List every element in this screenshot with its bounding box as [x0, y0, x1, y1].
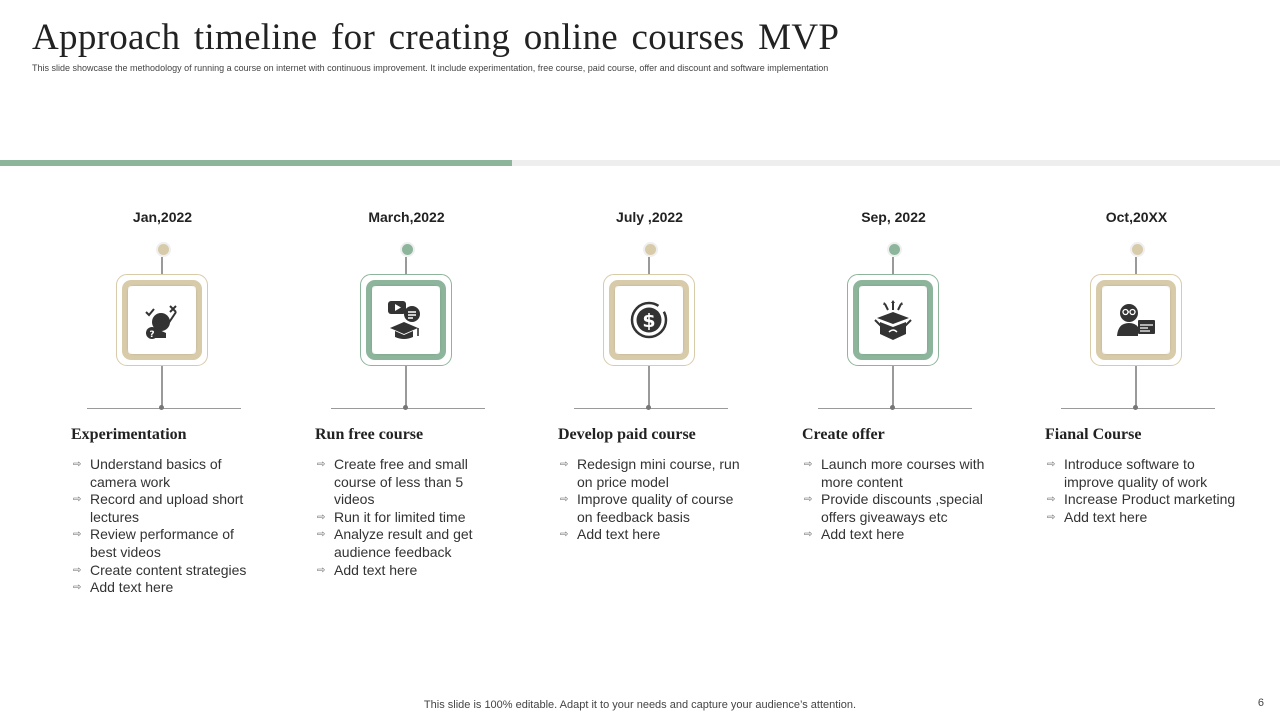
milestone-title: Develop paid course: [558, 426, 696, 443]
milestone-column: [285, 0, 528, 720]
milestone-icon-box: [603, 274, 695, 366]
divider-dot: [403, 405, 408, 410]
connector-line: [1135, 366, 1137, 408]
milestone-dot: [400, 242, 415, 257]
list-item: [804, 526, 994, 544]
list-item: [560, 456, 750, 491]
milestone-column: [528, 0, 771, 720]
milestone-column: [1015, 0, 1258, 720]
experimentation-icon: [128, 286, 196, 354]
list-item-text: Add text here: [821, 526, 905, 543]
online-education-icon: [372, 286, 440, 354]
arrow-right-icon: ⇨: [560, 529, 569, 541]
arrow-right-icon: ⇨: [73, 494, 82, 506]
divider-dot: [159, 405, 164, 410]
list-item: [317, 526, 507, 561]
milestone-title: Create offer: [802, 426, 885, 443]
arrow-right-icon: ⇨: [560, 459, 569, 470]
milestone-list: [73, 456, 263, 597]
milestone-title: Run free course: [315, 426, 424, 443]
list-item-text: Launch more courses with more content: [821, 456, 985, 490]
milestone-icon-box: [360, 274, 452, 366]
arrow-right-icon: ⇨: [73, 459, 82, 470]
list-item: [73, 491, 263, 526]
arrow-right-icon: ⇨: [73, 529, 82, 541]
connector-line: [1135, 257, 1137, 275]
milestone-title: Fianal Course: [1045, 426, 1142, 443]
connector-line: [161, 366, 163, 408]
list-item-text: Understand basics of camera work: [90, 456, 222, 490]
connector-line: [648, 366, 650, 408]
milestone-column: [772, 0, 1015, 720]
arrow-right-icon: ⇨: [560, 494, 569, 506]
list-item: [560, 526, 750, 544]
list-item-text: Add text here: [577, 526, 661, 543]
divider-line: [87, 408, 241, 409]
arrow-right-icon: ⇨: [1047, 459, 1056, 470]
list-item: [1047, 509, 1237, 527]
milestone-list: [317, 456, 507, 579]
milestone-column: [41, 0, 284, 720]
arrow-right-icon: ⇨: [804, 459, 813, 470]
list-item-text: Add text here: [1064, 508, 1148, 525]
slide-title: Approach timeline for creating online courses MVP: [32, 17, 840, 58]
milestone-list: [1047, 456, 1237, 526]
list-item-text: Create free and small course of less than 5 videos: [334, 456, 468, 508]
arrow-right-icon: ⇨: [317, 511, 326, 523]
milestone-icon-box: [1090, 274, 1182, 366]
arrow-right-icon: ⇨: [317, 529, 326, 541]
dollar-icon: [615, 286, 683, 354]
connector-line: [648, 257, 650, 275]
product-box-icon: [859, 286, 927, 354]
list-item-text: Create content strategies: [90, 561, 247, 578]
divider-dot: [646, 405, 651, 410]
list-item-text: Introduce software to improve quality of work: [1064, 456, 1208, 490]
list-item: [317, 562, 507, 580]
arrow-right-icon: ⇨: [804, 494, 813, 506]
milestone-dot: [887, 242, 902, 257]
divider-line: [1061, 408, 1215, 409]
milestone-icon-box: [116, 274, 208, 366]
list-item: [73, 526, 263, 561]
milestone-date: March,2022: [368, 209, 445, 225]
list-item-text: Improve quality of course on feedback basis: [577, 491, 734, 525]
software-user-icon: [1102, 286, 1170, 354]
arrow-right-icon: ⇨: [73, 564, 82, 576]
svg-text:$: $: [642, 310, 656, 332]
list-item-text: Record and upload short lectures: [90, 491, 244, 525]
list-item-text: Provide discounts ,special offers giveaways etc: [821, 491, 983, 525]
arrow-right-icon: ⇨: [804, 529, 813, 541]
divider-dot: [1133, 405, 1138, 410]
milestone-date: Oct,20XX: [1105, 209, 1168, 225]
list-item: [1047, 456, 1237, 491]
divider-dot: [890, 405, 895, 410]
arrow-right-icon: ⇨: [1047, 511, 1056, 523]
list-item: [560, 491, 750, 526]
footer-note: This slide is 100% editable. Adapt it to your needs and capture your audience’s attention.: [423, 699, 857, 711]
connector-line: [892, 257, 894, 275]
list-item-text: Redesign mini course, run on price model: [577, 456, 740, 490]
list-item-text: Analyze result and get audience feedback: [334, 526, 473, 560]
list-item: [1047, 491, 1237, 509]
connector-line: [405, 366, 407, 408]
svg-text:?: ?: [149, 330, 155, 340]
milestone-date: July ,2022: [616, 209, 683, 225]
milestone-dot: [643, 242, 658, 257]
list-item: [73, 562, 263, 580]
list-item: [317, 509, 507, 527]
milestone-title: Experimentation: [71, 426, 187, 443]
arrow-right-icon: ⇨: [1047, 494, 1056, 506]
milestone-date: Jan,2022: [132, 209, 193, 225]
milestone-dot: [1130, 242, 1145, 257]
divider-line: [574, 408, 728, 409]
list-item: [73, 579, 263, 597]
divider-line: [818, 408, 972, 409]
list-item-text: Increase Product marketing: [1064, 491, 1236, 508]
milestone-list: [560, 456, 750, 544]
connector-line: [161, 257, 163, 275]
list-item-text: Add text here: [90, 579, 174, 596]
list-item-text: Add text here: [334, 561, 418, 578]
connector-line: [405, 257, 407, 275]
list-item: [804, 491, 994, 526]
divider-line: [331, 408, 485, 409]
connector-line: [892, 366, 894, 408]
list-item-text: Run it for limited time: [334, 508, 466, 525]
page-number: 6: [1257, 697, 1264, 709]
arrow-right-icon: ⇨: [317, 459, 326, 470]
list-item: [73, 456, 263, 491]
slide-subtitle: This slide showcase the methodology of running a course on internet with continuous improvement. It include experimentation, free course, paid course, offer and discount and software implementation: [32, 63, 829, 73]
milestone-icon-box: [847, 274, 939, 366]
milestone-dot: [156, 242, 171, 257]
list-item: [317, 456, 507, 509]
list-item: [804, 456, 994, 491]
milestone-list: [804, 456, 994, 544]
arrow-right-icon: ⇨: [317, 564, 326, 576]
list-item-text: Review performance of best videos: [90, 526, 234, 560]
arrow-right-icon: ⇨: [73, 582, 82, 594]
milestone-date: Sep, 2022: [861, 209, 926, 225]
